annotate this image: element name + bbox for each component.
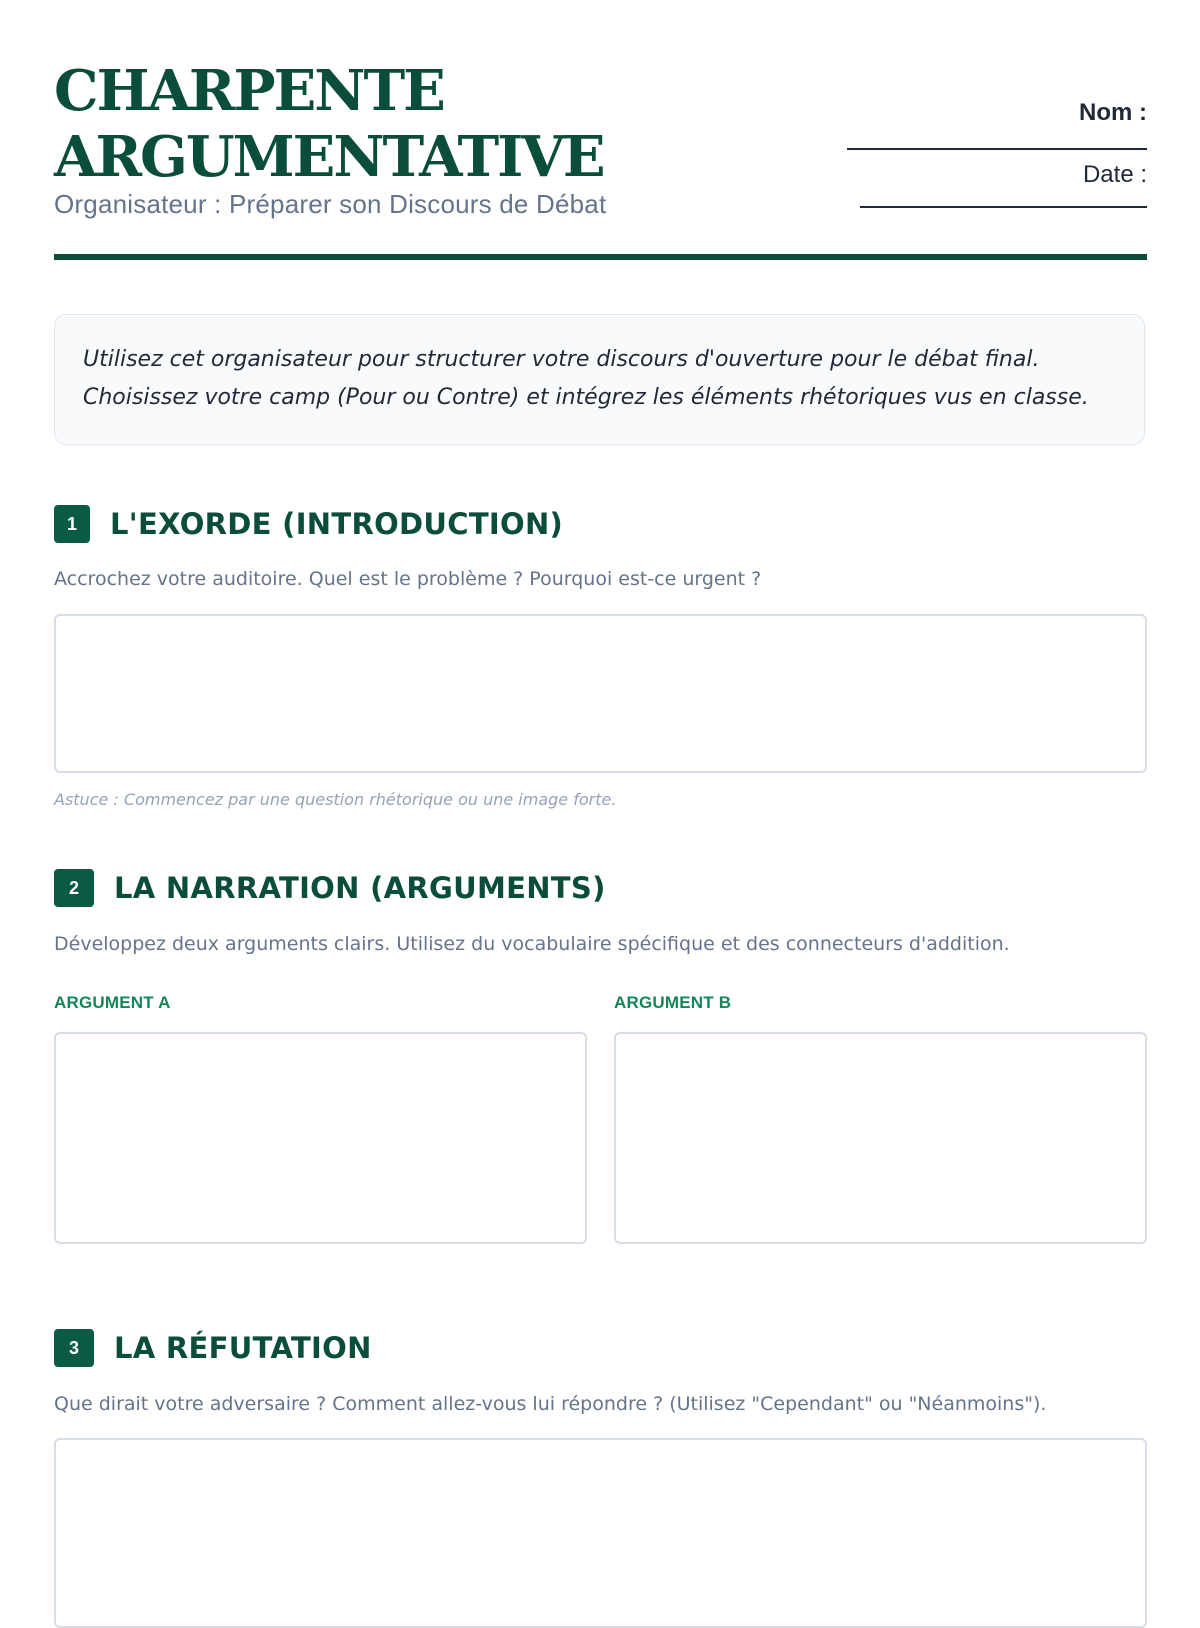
section-2-description: Développez deux arguments clairs. Utilisez du vocabulaire spécifique et des connecteurs d'addition.	[54, 933, 1010, 955]
instructions-box	[54, 314, 1145, 445]
section-3-title: LA RÉFUTATION	[114, 1331, 372, 1365]
name-field-line[interactable]	[847, 148, 1147, 150]
section-3-number-badge: 3	[54, 1329, 94, 1367]
title-line-1: CHARPENTE	[54, 58, 444, 124]
section-1-title: L'EXORDE (INTRODUCTION)	[110, 507, 564, 541]
argument-a-answer-box[interactable]	[54, 1032, 587, 1244]
section-3-header	[54, 1328, 372, 1368]
header-divider	[54, 254, 1147, 260]
section-1-header	[54, 504, 563, 544]
section-2-title: LA NARRATION (ARGUMENTS)	[114, 871, 606, 905]
title-line-2: ARGUMENTATIVE	[54, 124, 604, 190]
section-1-description: Accrochez votre auditoire. Quel est le problème ? Pourquoi est-ce urgent ?	[54, 568, 762, 590]
argument-b-label: ARGUMENT B	[614, 993, 732, 1012]
argument-b-answer-box[interactable]	[614, 1032, 1147, 1244]
section-2-number-badge: 2	[54, 869, 94, 907]
page-title	[54, 58, 614, 190]
date-label: Date :	[1082, 161, 1147, 188]
student-info	[827, 94, 1147, 208]
instructions-line-1: Utilisez cet organisateur pour structurer votre discours d'ouverture pour le débat final.	[83, 347, 1040, 372]
section-3-description: Que dirait votre adversaire ? Comment allez-vous lui répondre ? (Utilisez "Cependant" ou "Néanmoins").	[54, 1393, 1047, 1415]
instructions-line-2: Choisissez votre camp (Pour ou Contre) et intégrez les éléments rhétoriques vus en classe.	[83, 385, 1089, 410]
argument-a-label: ARGUMENT A	[54, 993, 171, 1012]
exorde-answer-box[interactable]	[54, 614, 1147, 773]
date-field-line[interactable]	[860, 206, 1147, 208]
page-subtitle: Organisateur : Préparer son Discours de Débat	[54, 189, 607, 219]
worksheet-header	[54, 58, 1147, 258]
name-label: Nom :	[1079, 99, 1147, 126]
section-2-header	[54, 868, 606, 908]
section-1-tip: Astuce : Commencez par une question rhétorique ou une image forte.	[54, 790, 617, 809]
section-1-number-badge: 1	[54, 505, 90, 543]
